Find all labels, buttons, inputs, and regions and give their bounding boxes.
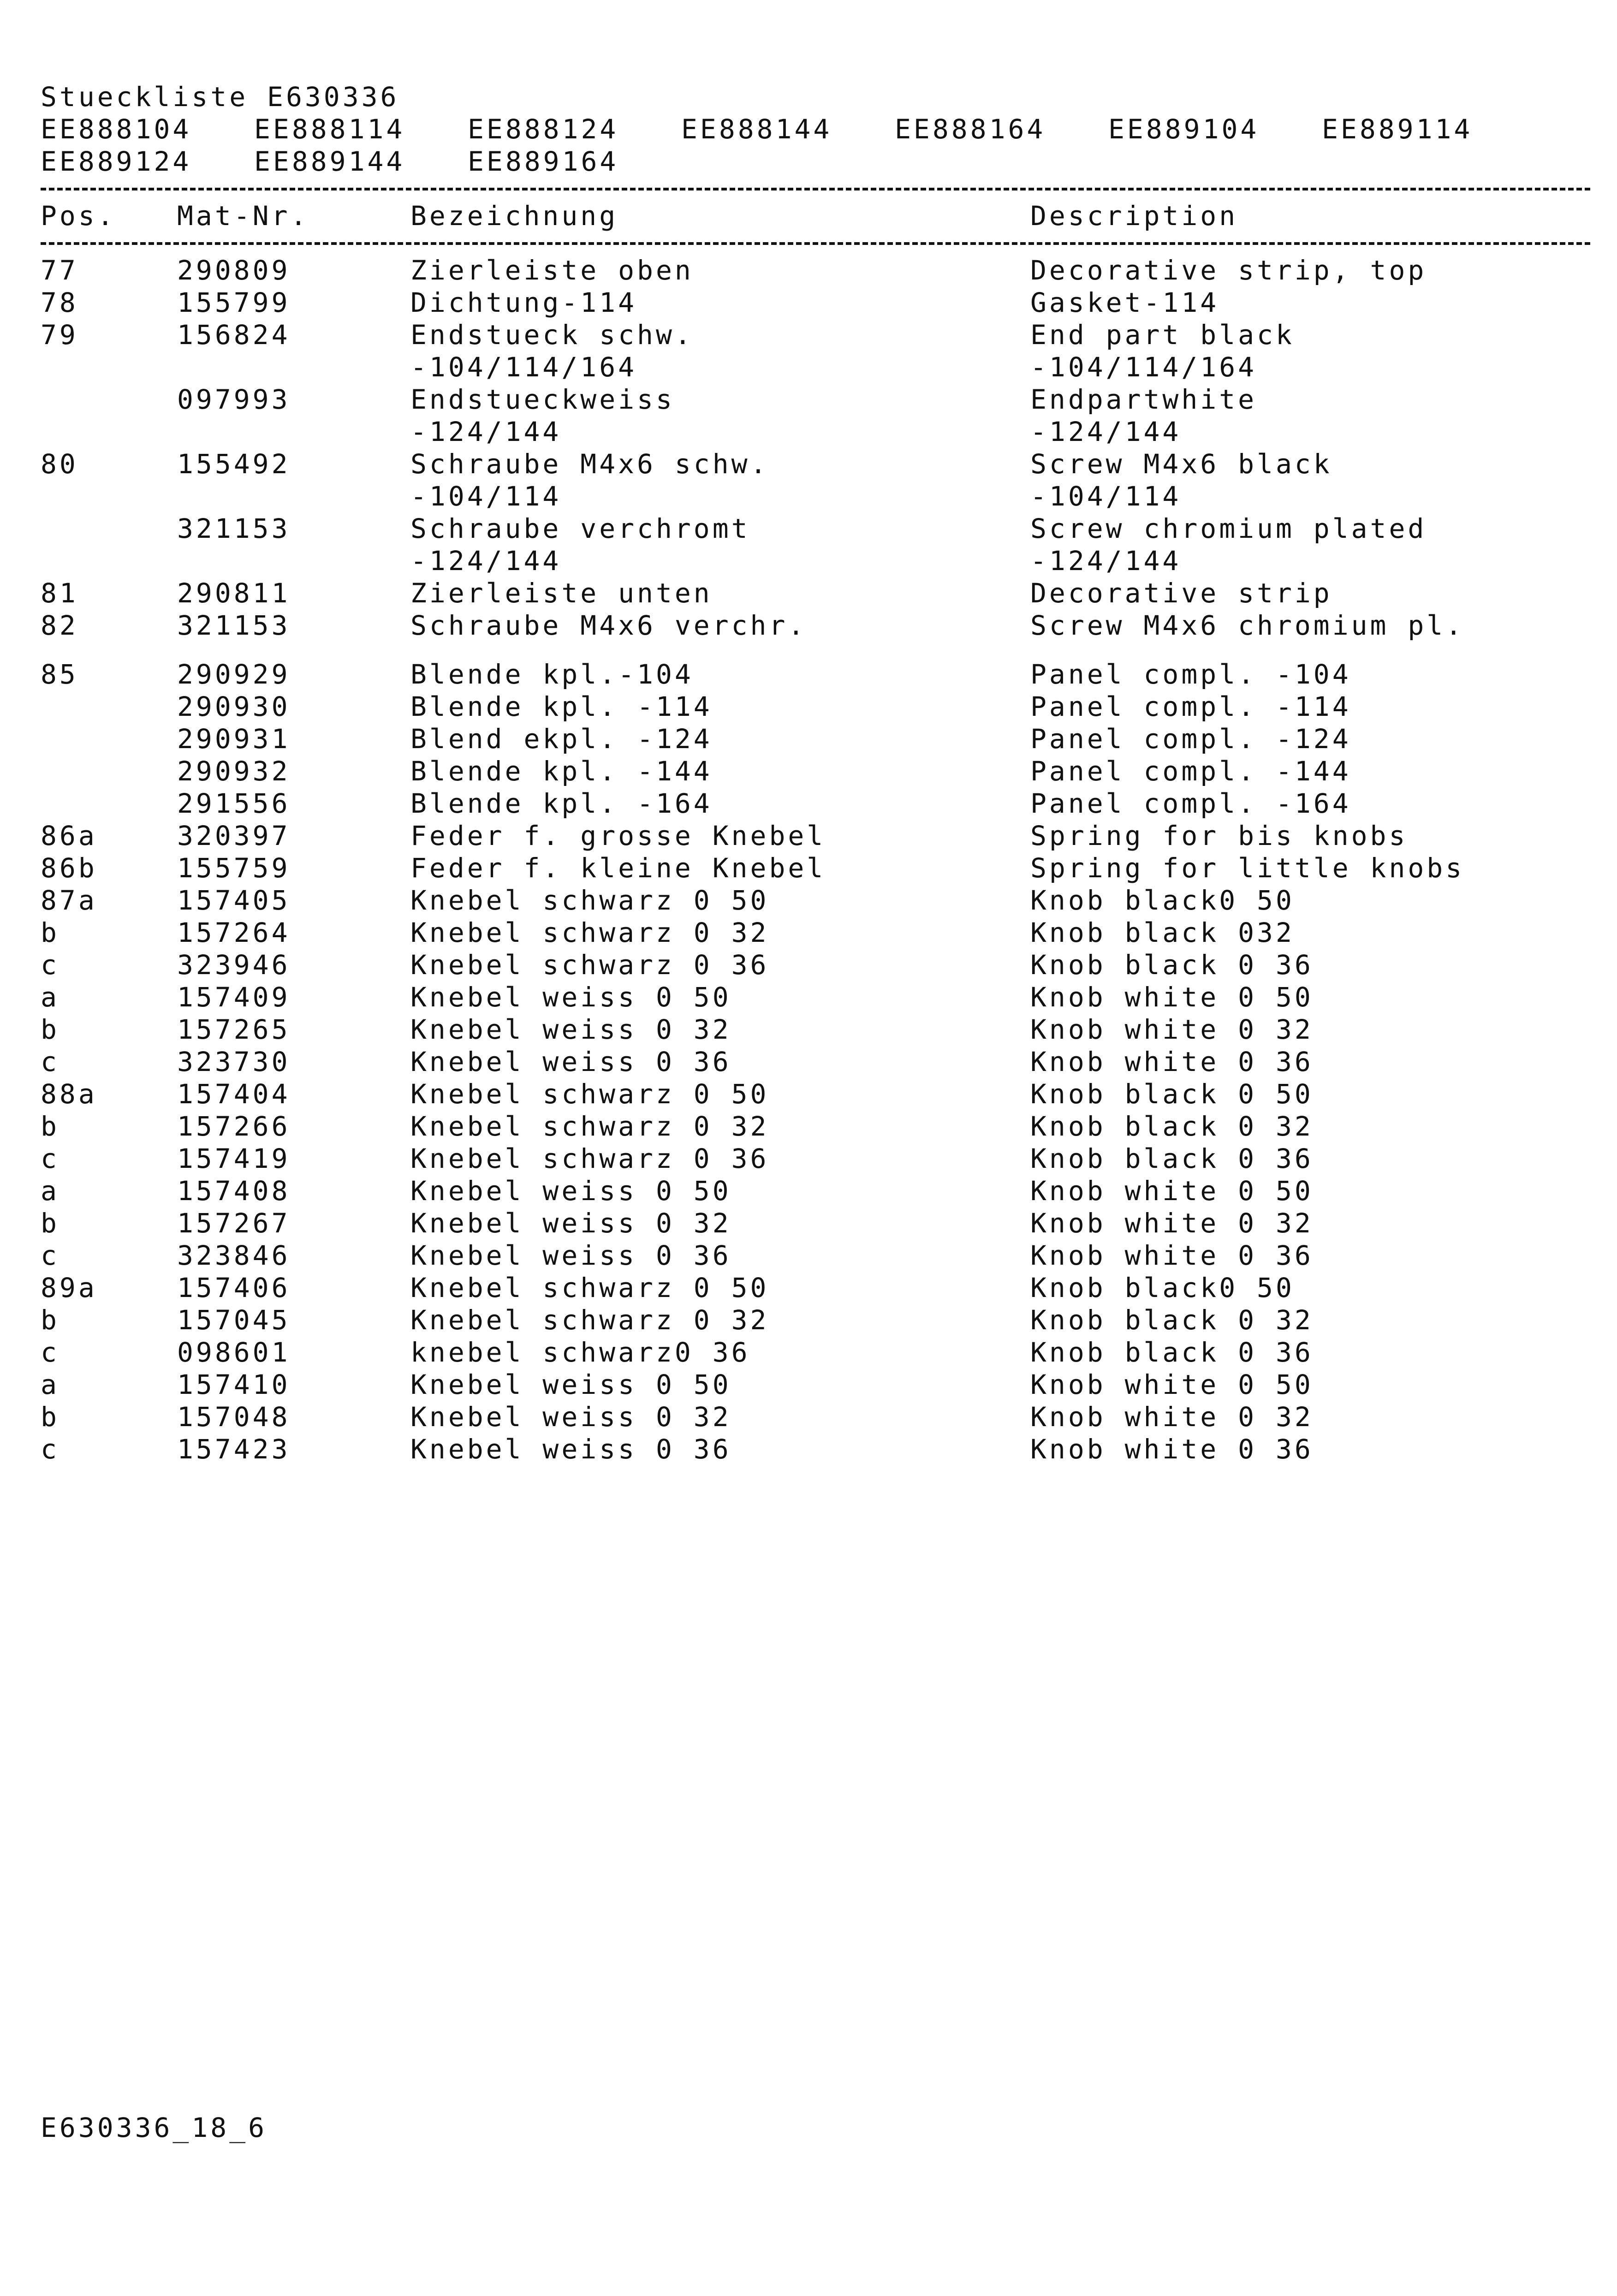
model-list	[41, 113, 1590, 178]
cell-pos: a	[41, 981, 59, 1013]
table-row	[41, 1304, 1590, 1336]
cell-bezeichnung: Knebel schwarz 0 32	[410, 1304, 769, 1336]
cell-matnr: 097993	[177, 384, 291, 415]
cell-matnr: 157404	[177, 1078, 291, 1110]
cell-bezeichnung: Knebel schwarz 0 50	[410, 1078, 769, 1110]
table-row	[41, 949, 1590, 981]
cell-description: Knob white 0 32	[1030, 1401, 1314, 1433]
cell-bezeichnung: Knebel weiss 0 50	[410, 981, 731, 1013]
cell-matnr: 157406	[177, 1272, 291, 1303]
cell-pos: c	[41, 949, 59, 981]
cell-bezeichnung: Zierleiste oben	[410, 255, 694, 286]
table-row	[41, 383, 1590, 448]
table-row	[41, 1175, 1590, 1207]
dashed-divider-top	[41, 188, 1590, 190]
cell-pos: 87a	[41, 885, 97, 916]
cell-pos: b	[41, 1401, 59, 1433]
header-pos: Pos.	[41, 200, 116, 232]
cell-bezeichnung: Knebel weiss 0 36	[410, 1046, 731, 1077]
cell-pos	[41, 383, 177, 448]
header-description: Description	[1030, 200, 1238, 232]
cell-bezeichnung: Knebel schwarz 0 32	[410, 917, 769, 948]
table-row	[41, 1433, 1590, 1465]
cell-matnr: 290809	[177, 255, 291, 286]
cell-description: Spring for bis knobs	[1030, 820, 1408, 851]
table-row	[41, 254, 1590, 286]
cell-pos: 79	[41, 319, 78, 351]
table-row	[41, 1110, 1590, 1142]
table-row	[41, 319, 1590, 383]
cell-matnr: 323946	[177, 949, 291, 981]
cell-bezeichnung: Knebel weiss 0 50	[410, 1175, 731, 1207]
cell-pos: b	[41, 917, 59, 948]
cell-matnr: 321153	[177, 610, 291, 641]
cell-pos: 86a	[41, 820, 97, 851]
table-row	[41, 1078, 1590, 1110]
table-row	[41, 820, 1590, 852]
cell-description: Knob black 0 32	[1030, 1111, 1314, 1142]
cell-pos: b	[41, 1304, 59, 1336]
cell-description: End part black -104/114/164	[1030, 319, 1295, 383]
cell-matnr: 290811	[177, 577, 291, 609]
cell-pos: 85	[41, 659, 78, 690]
cell-description: Screw M4x6 black -104/114	[1030, 448, 1332, 512]
cell-bezeichnung: Knebel weiss 0 50	[410, 1369, 731, 1400]
parts-list-page	[41, 81, 1590, 1465]
cell-matnr: 290931	[177, 723, 291, 755]
table-row	[41, 1272, 1590, 1304]
cell-bezeichnung: Zierleiste unten	[410, 577, 713, 609]
cell-bezeichnung: Knebel weiss 0 32	[410, 1401, 731, 1433]
cell-matnr: 155799	[177, 287, 291, 318]
table-row	[41, 512, 1590, 577]
dashed-divider-header	[41, 242, 1590, 245]
cell-matnr: 155759	[177, 852, 291, 884]
cell-description: Knob white 0 32	[1030, 1014, 1314, 1045]
cell-bezeichnung: Knebel weiss 0 32	[410, 1207, 731, 1239]
table-row	[41, 690, 1590, 723]
table-row	[41, 577, 1590, 609]
table-row	[41, 884, 1590, 916]
cell-matnr: 157423	[177, 1434, 291, 1465]
cell-description: Panel compl. -164	[1030, 788, 1351, 819]
cell-description: Panel compl. -124	[1030, 723, 1351, 755]
cell-pos: 86b	[41, 852, 97, 884]
table-row	[41, 1401, 1590, 1433]
cell-bezeichnung: Blende kpl. -164	[410, 788, 713, 819]
cell-bezeichnung: Endstueckweiss -124/144	[410, 384, 675, 447]
cell-pos: 77	[41, 255, 78, 286]
cell-description: Panel compl. -114	[1030, 691, 1351, 722]
cell-description: Gasket-114	[1030, 287, 1219, 318]
header-matnr: Mat-Nr.	[177, 200, 309, 232]
cell-description: Knob white 0 36	[1030, 1434, 1314, 1465]
cell-description: Knob white 0 50	[1030, 1175, 1314, 1207]
cell-matnr: 156824	[177, 319, 291, 351]
document-title: Stueckliste E630336	[41, 81, 399, 113]
cell-matnr: 157048	[177, 1401, 291, 1433]
cell-pos	[41, 787, 177, 820]
cell-description: Knob black0 50	[1030, 1272, 1295, 1303]
table-header	[41, 200, 1590, 232]
cell-description: Knob black 0 32	[1030, 1304, 1314, 1336]
model-number: EE889144	[254, 146, 405, 177]
cell-bezeichnung: Knebel schwarz 0 50	[410, 885, 769, 916]
table-row	[41, 1368, 1590, 1401]
cell-matnr: 157409	[177, 981, 291, 1013]
model-number: EE889164	[468, 146, 619, 177]
cell-pos: a	[41, 1369, 59, 1400]
cell-description: Screw M4x6 chromium pl.	[1030, 610, 1465, 641]
model-number: EE888124	[468, 113, 619, 145]
cell-bezeichnung: Knebel weiss 0 32	[410, 1014, 731, 1045]
cell-pos: c	[41, 1046, 59, 1077]
cell-bezeichnung: Schraube verchromt -124/144	[410, 513, 750, 577]
cell-matnr: 290932	[177, 755, 291, 787]
cell-bezeichnung: Blende kpl. -144	[410, 755, 713, 787]
cell-matnr: 321153	[177, 513, 291, 544]
cell-matnr: 291556	[177, 788, 291, 819]
model-number: EE888164	[895, 113, 1046, 145]
cell-bezeichnung: Knebel schwarz 0 36	[410, 1143, 769, 1174]
cell-pos: 88a	[41, 1078, 97, 1110]
model-number: EE889124	[41, 146, 192, 177]
cell-pos: 78	[41, 287, 78, 318]
cell-pos: 80	[41, 448, 78, 480]
cell-description: Knob white 0 50	[1030, 981, 1314, 1013]
cell-bezeichnung: Dichtung-114	[410, 287, 637, 318]
cell-pos: c	[41, 1337, 59, 1368]
cell-bezeichnung: Knebel schwarz 0 32	[410, 1111, 769, 1142]
cell-matnr: 157264	[177, 917, 291, 948]
cell-description: Knob black 032	[1030, 917, 1295, 948]
cell-description: Knob black 0 36	[1030, 1337, 1314, 1368]
model-number: EE889104	[1108, 113, 1260, 145]
table-row	[41, 1207, 1590, 1239]
cell-matnr: 157405	[177, 885, 291, 916]
cell-description: Knob black 0 36	[1030, 949, 1314, 981]
cell-matnr: 155492	[177, 448, 291, 480]
cell-description: Decorative strip	[1030, 577, 1332, 609]
cell-description: Knob white 0 32	[1030, 1207, 1314, 1239]
cell-matnr: 290930	[177, 691, 291, 722]
table-row	[41, 1142, 1590, 1175]
cell-description: Knob black 0 50	[1030, 1078, 1314, 1110]
cell-pos	[41, 755, 177, 787]
cell-description: Screw chromium plated -124/144	[1030, 513, 1427, 577]
cell-pos: c	[41, 1143, 59, 1174]
page-footer-code: E630336_18_6	[41, 2112, 268, 2143]
cell-pos	[41, 723, 177, 755]
cell-matnr: 157419	[177, 1143, 291, 1174]
cell-description: Endpartwhite -124/144	[1030, 384, 1257, 447]
table-row	[41, 448, 1590, 512]
cell-bezeichnung: Schraube M4x6 schw. -104/114	[410, 448, 769, 512]
cell-pos: 82	[41, 610, 78, 641]
table-row	[41, 1046, 1590, 1078]
cell-description: Knob white 0 36	[1030, 1240, 1314, 1271]
table-row	[41, 723, 1590, 755]
cell-pos: 89a	[41, 1272, 97, 1303]
cell-matnr: 290929	[177, 659, 291, 690]
cell-description: Knob white 0 50	[1030, 1369, 1314, 1400]
cell-pos: c	[41, 1240, 59, 1271]
table-row	[41, 286, 1590, 319]
cell-matnr: 157410	[177, 1369, 291, 1400]
cell-pos: 81	[41, 577, 78, 609]
model-number: EE888144	[681, 113, 832, 145]
table-row	[41, 1239, 1590, 1272]
cell-bezeichnung: Endstueck schw. -104/114/164	[410, 319, 694, 383]
cell-matnr: 157267	[177, 1207, 291, 1239]
table-row	[41, 787, 1590, 820]
table-row	[41, 981, 1590, 1013]
cell-bezeichnung: Blende kpl. -114	[410, 691, 713, 722]
cell-bezeichnung: Schraube M4x6 verchr.	[410, 610, 807, 641]
cell-matnr: 157265	[177, 1014, 291, 1045]
model-number: EE889114	[1322, 113, 1473, 145]
cell-pos: b	[41, 1111, 59, 1142]
header-bezeichnung: Bezeichnung	[410, 200, 618, 232]
cell-bezeichnung: Feder f. kleine Knebel	[410, 852, 826, 884]
table-row	[41, 658, 1590, 690]
cell-pos	[41, 690, 177, 723]
cell-matnr: 157408	[177, 1175, 291, 1207]
cell-description: Decorative strip, top	[1030, 255, 1427, 286]
cell-bezeichnung: Knebel schwarz 0 50	[410, 1272, 769, 1303]
cell-bezeichnung: Blende kpl.-104	[410, 659, 694, 690]
cell-bezeichnung: Blend ekpl. -124	[410, 723, 713, 755]
table-row	[41, 609, 1590, 642]
cell-pos: b	[41, 1014, 59, 1045]
cell-description: Panel compl. -104	[1030, 659, 1351, 690]
cell-matnr: 157045	[177, 1304, 291, 1336]
cell-bezeichnung: Feder f. grosse Knebel	[410, 820, 826, 851]
cell-pos: b	[41, 1207, 59, 1239]
cell-matnr: 098601	[177, 1337, 291, 1368]
cell-bezeichnung: Knebel weiss 0 36	[410, 1434, 731, 1465]
cell-pos: c	[41, 1434, 59, 1465]
cell-bezeichnung: knebel schwarz0 36	[410, 1337, 750, 1368]
cell-matnr: 323846	[177, 1240, 291, 1271]
table-row	[41, 755, 1590, 787]
cell-bezeichnung: Knebel schwarz 0 36	[410, 949, 769, 981]
table-row	[41, 1336, 1590, 1368]
cell-description: Knob black0 50	[1030, 885, 1295, 916]
model-number: EE888104	[41, 113, 192, 145]
cell-description: Panel compl. -144	[1030, 755, 1351, 787]
model-number: EE888114	[254, 113, 405, 145]
table-row	[41, 852, 1590, 884]
cell-description: Knob black 0 36	[1030, 1143, 1314, 1174]
cell-matnr: 323730	[177, 1046, 291, 1077]
cell-pos	[41, 512, 177, 577]
table-row	[41, 1013, 1590, 1046]
cell-bezeichnung: Knebel weiss 0 36	[410, 1240, 731, 1271]
parts-table-body	[41, 254, 1590, 1465]
cell-description: Spring for little knobs	[1030, 852, 1465, 884]
cell-description: Knob white 0 36	[1030, 1046, 1314, 1077]
cell-matnr: 320397	[177, 820, 291, 851]
table-row	[41, 916, 1590, 949]
cell-pos: a	[41, 1175, 59, 1207]
cell-matnr: 157266	[177, 1111, 291, 1142]
